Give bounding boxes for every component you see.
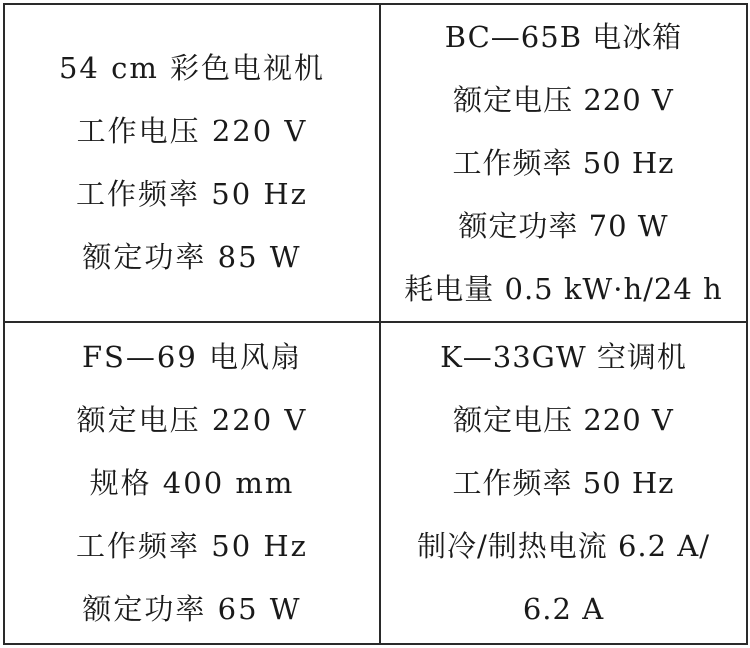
cell-fan [4,322,380,644]
tv-name: 54 cm 彩色电视机 [58,51,326,85]
table-row [4,4,747,322]
fridge-consumption: 耗电量 0.5 kW·h/24 h [404,271,723,306]
tv-power: 额定功率 85 W [82,240,302,274]
fridge-name: BC—65B 电冰箱 [444,19,683,54]
cell-aircon [380,322,747,644]
fan-frequency: 工作频率 50 Hz [76,528,308,563]
fan-name: FS—69 电风扇 [81,339,303,374]
appliance-spec-table [3,3,748,645]
cell-tv [4,4,380,322]
cell-fridge [380,4,747,322]
aircon-current-cont: 6.2 A [522,591,605,626]
fan-size: 规格 400 mm [89,465,295,500]
tv-frequency: 工作频率 50 Hz [76,177,308,211]
fan-voltage: 额定电压 220 V [76,402,308,437]
aircon-name: K—33GW 空调机 [440,339,687,374]
fridge-voltage: 额定电压 220 V [453,82,674,117]
fan-power: 额定功率 65 W [82,591,302,626]
table-row [4,322,747,644]
fridge-frequency: 工作频率 50 Hz [452,145,675,180]
aircon-voltage: 额定电压 220 V [453,402,674,437]
fridge-power: 额定功率 70 W [458,208,669,243]
aircon-current: 制冷/制热电流 6.2 A/ [416,528,711,563]
tv-voltage: 工作电压 220 V [76,114,308,148]
aircon-frequency: 工作频率 50 Hz [452,465,675,500]
